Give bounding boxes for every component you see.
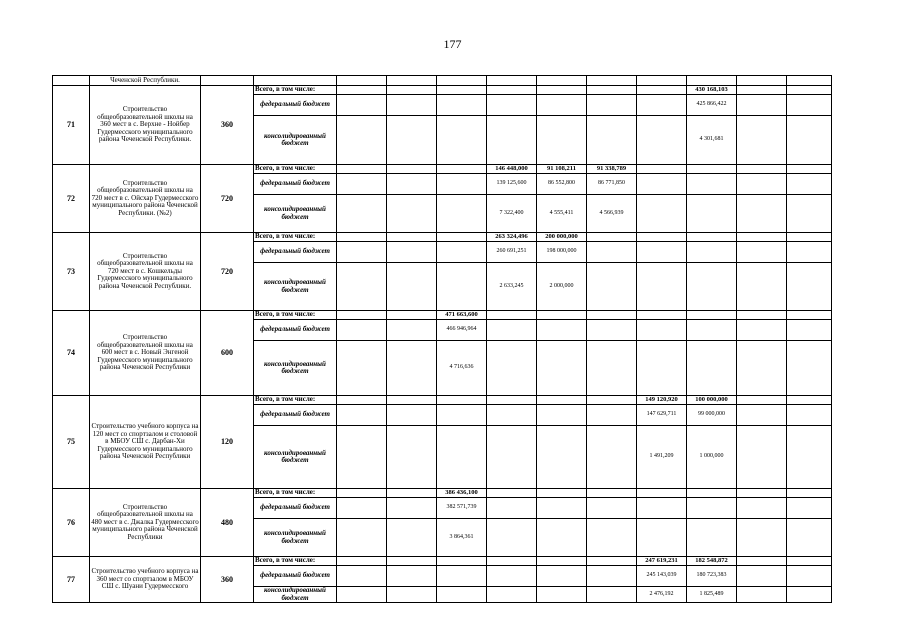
amount-cell: 466 946,964 <box>437 320 487 341</box>
empty-cell <box>387 311 437 320</box>
empty-cell <box>387 405 437 426</box>
row-number: 77 <box>53 557 90 603</box>
empty-cell <box>487 519 537 557</box>
empty-cell <box>787 489 832 498</box>
empty-cell <box>487 489 537 498</box>
empty-cell <box>687 311 737 320</box>
empty-cell <box>737 489 787 498</box>
empty-cell <box>787 498 832 519</box>
empty-cell <box>437 557 487 566</box>
amount-cell: 4 716,636 <box>437 341 487 396</box>
empty-cell <box>637 311 687 320</box>
funding-label-total: Всего, в том числе: <box>254 489 337 498</box>
empty-cell <box>337 86 387 95</box>
empty-cell <box>687 489 737 498</box>
empty-cell <box>537 426 587 489</box>
amount-cell: 139 125,600 <box>487 174 537 195</box>
empty-cell <box>687 195 737 233</box>
empty-cell <box>387 489 437 498</box>
empty-cell <box>787 174 832 195</box>
empty-cell <box>337 195 387 233</box>
empty-cell <box>387 396 437 405</box>
funding-label-federal: федеральный бюджет <box>254 320 337 341</box>
empty-cell <box>787 519 832 557</box>
empty-cell <box>387 557 437 566</box>
empty-cell <box>387 174 437 195</box>
empty-cell <box>687 519 737 557</box>
empty-cell <box>537 566 587 587</box>
empty-cell <box>437 165 487 174</box>
capacity: 120 <box>201 396 254 489</box>
empty-cell <box>437 396 487 405</box>
empty-cell <box>337 263 387 311</box>
empty-cell <box>587 519 637 557</box>
empty-cell <box>587 320 637 341</box>
empty-cell <box>387 320 437 341</box>
empty-cell <box>337 341 387 396</box>
amount-cell: 86 771,850 <box>587 174 637 195</box>
amount-cell: 2 476,192 <box>637 587 687 603</box>
empty-cell <box>337 116 387 165</box>
amount-cell: 3 864,361 <box>437 519 487 557</box>
empty-cell <box>437 174 487 195</box>
funding-label-total: Всего, в том числе: <box>254 233 337 242</box>
empty-cell <box>587 233 637 242</box>
empty-cell <box>787 426 832 489</box>
funding-label-consolidated: консолидированный бюджет <box>254 195 337 233</box>
empty-cell <box>537 320 587 341</box>
empty-cell <box>637 341 687 396</box>
empty-cell <box>637 519 687 557</box>
capacity: 480 <box>201 489 254 557</box>
empty-cell <box>337 426 387 489</box>
empty-cell <box>587 498 637 519</box>
empty-cell <box>337 405 387 426</box>
row-number: 73 <box>53 233 90 311</box>
amount-cell: 146 448,000 <box>487 165 537 174</box>
amount-cell: 260 691,251 <box>487 242 537 263</box>
funding-label-total: Всего, в том числе: <box>254 557 337 566</box>
funding-label-total: Всего, в том числе: <box>254 165 337 174</box>
empty-cell <box>737 519 787 557</box>
empty-cell <box>787 86 832 95</box>
empty-cell <box>487 405 537 426</box>
funding-label-consolidated: консолидированный бюджет <box>254 587 337 603</box>
empty-cell <box>437 405 487 426</box>
amount-cell: 382 571,739 <box>437 498 487 519</box>
funding-label-total: Всего, в том числе: <box>254 311 337 320</box>
empty-cell <box>787 341 832 396</box>
funding-label-total: Всего, в том числе: <box>254 396 337 405</box>
empty-cell <box>737 165 787 174</box>
empty-cell <box>587 242 637 263</box>
table-row <box>53 489 832 498</box>
empty-cell <box>637 489 687 498</box>
empty-cell <box>687 242 737 263</box>
empty-cell <box>487 557 537 566</box>
empty-cell <box>537 587 587 603</box>
amount-cell: 100 000,000 <box>687 396 737 405</box>
empty-cell <box>337 489 387 498</box>
empty-cell <box>537 557 587 566</box>
funding-label-federal: федеральный бюджет <box>254 174 337 195</box>
empty-cell <box>787 242 832 263</box>
empty-cell <box>587 311 637 320</box>
project-name: Строительство общеобразовательной школы на 600 мест в с. Новый Энгеной Гудермесского муниципального района Чеченской Республики <box>90 311 201 396</box>
empty-cell <box>737 587 787 603</box>
empty-cell <box>487 341 537 396</box>
empty-cell <box>387 95 437 116</box>
empty-cell <box>737 174 787 195</box>
capacity: 720 <box>201 165 254 233</box>
project-name: Строительство учебного корпуса на 120 мест со спортзалом и столовой в МБОУ СШ с. Дарбан-Хи Гудермесского муниципального района Чеченской Республики <box>90 396 201 489</box>
empty-cell <box>387 426 437 489</box>
amount-cell: 1 491,209 <box>637 426 687 489</box>
empty-cell <box>437 86 487 95</box>
empty-cell <box>637 165 687 174</box>
empty-cell <box>787 233 832 242</box>
empty-cell <box>587 396 637 405</box>
empty-cell <box>337 498 387 519</box>
amount-cell: 198 000,000 <box>537 242 587 263</box>
empty-cell <box>437 587 487 603</box>
empty-cell <box>637 320 687 341</box>
capacity: 360 <box>201 86 254 165</box>
empty-cell <box>437 116 487 165</box>
empty-cell <box>737 311 787 320</box>
empty-cell <box>387 341 437 396</box>
amount-cell: 86 552,800 <box>537 174 587 195</box>
table-row <box>53 311 832 320</box>
empty-cell <box>637 242 687 263</box>
funding-label-consolidated: консолидированный бюджет <box>254 426 337 489</box>
empty-cell <box>587 95 637 116</box>
empty-cell <box>387 566 437 587</box>
empty-cell <box>737 341 787 396</box>
empty-cell <box>587 489 637 498</box>
empty-cell <box>537 311 587 320</box>
empty-cell <box>587 263 637 311</box>
amount-cell: 147 629,711 <box>637 405 687 426</box>
table-row <box>53 165 832 174</box>
empty-cell <box>537 405 587 426</box>
page-number: 177 <box>443 37 462 51</box>
empty-cell <box>337 396 387 405</box>
empty-cell <box>487 498 537 519</box>
empty-cell <box>637 498 687 519</box>
empty-cell <box>637 263 687 311</box>
empty-cell <box>437 95 487 116</box>
amount-cell: 4 555,411 <box>537 195 587 233</box>
empty-cell <box>687 174 737 195</box>
empty-cell <box>637 86 687 95</box>
project-name: Строительство общеобразовательной школы на 480 мест в с. Джалка Гудермесского муниципального района Чеченской Республики <box>90 489 201 557</box>
empty-cell <box>787 263 832 311</box>
empty-cell <box>587 557 637 566</box>
empty-cell <box>537 86 587 95</box>
amount-cell: 430 168,103 <box>687 86 737 95</box>
amount-cell: 1 000,000 <box>687 426 737 489</box>
empty-cell <box>437 195 487 233</box>
empty-cell <box>487 396 537 405</box>
empty-cell <box>787 195 832 233</box>
funding-label-federal: федеральный бюджет <box>254 242 337 263</box>
empty-cell <box>537 341 587 396</box>
empty-cell <box>337 519 387 557</box>
capacity: 600 <box>201 311 254 396</box>
empty-cell <box>337 95 387 116</box>
empty-cell <box>787 566 832 587</box>
empty-cell <box>787 405 832 426</box>
empty-cell <box>437 263 487 311</box>
empty-cell <box>537 95 587 116</box>
amount-cell: 4 301,681 <box>687 116 737 165</box>
empty-cell <box>737 263 787 311</box>
empty-cell <box>737 195 787 233</box>
empty-cell <box>637 195 687 233</box>
table-row <box>53 557 832 566</box>
empty-cell <box>487 311 537 320</box>
empty-cell <box>387 519 437 557</box>
empty-cell <box>537 116 587 165</box>
empty-cell <box>637 233 687 242</box>
project-name: Строительство учебного корпуса на 360 мест со спортзалом в МБОУ СШ с. Шуани Гудермесского <box>90 557 201 603</box>
empty-cell <box>537 498 587 519</box>
empty-cell <box>487 116 537 165</box>
table-row <box>53 86 832 95</box>
empty-cell <box>587 86 637 95</box>
empty-cell <box>487 95 537 116</box>
empty-cell <box>787 311 832 320</box>
empty-cell <box>737 242 787 263</box>
empty-cell <box>437 242 487 263</box>
funding-label-consolidated: консолидированный бюджет <box>254 341 337 396</box>
funding-label-federal: федеральный бюджет <box>254 498 337 519</box>
empty-cell <box>637 116 687 165</box>
empty-cell <box>387 86 437 95</box>
empty-cell <box>687 233 737 242</box>
empty-cell <box>387 165 437 174</box>
empty-cell <box>487 426 537 489</box>
capacity: 360 <box>201 557 254 603</box>
amount-cell: 180 723,383 <box>687 566 737 587</box>
row-number: 74 <box>53 311 90 396</box>
empty-cell <box>337 233 387 242</box>
empty-cell <box>587 116 637 165</box>
empty-cell <box>787 320 832 341</box>
empty-cell <box>787 116 832 165</box>
empty-cell <box>687 341 737 396</box>
empty-cell <box>637 174 687 195</box>
project-name: Строительство общеобразовательной школы на 720 мест в с. Кошкельды Гудермесского муниципального района Чеченской Республики. <box>90 233 201 311</box>
amount-cell: 200 000,000 <box>537 233 587 242</box>
amount-cell: 245 143,039 <box>637 566 687 587</box>
empty-cell <box>737 396 787 405</box>
empty-cell <box>787 587 832 603</box>
amount-cell: 149 120,920 <box>637 396 687 405</box>
empty-cell <box>337 242 387 263</box>
empty-cell <box>587 341 637 396</box>
empty-cell <box>587 587 637 603</box>
empty-cell <box>337 566 387 587</box>
empty-cell <box>487 320 537 341</box>
empty-cell <box>387 263 437 311</box>
amount-cell: 2 633,245 <box>487 263 537 311</box>
empty-cell <box>687 165 737 174</box>
empty-cell <box>537 489 587 498</box>
empty-cell <box>587 405 637 426</box>
amount-cell: 7 322,400 <box>487 195 537 233</box>
empty-cell <box>437 566 487 587</box>
empty-cell <box>337 557 387 566</box>
amount-cell: 4 566,939 <box>587 195 637 233</box>
amount-cell: 99 000,000 <box>687 405 737 426</box>
funding-label-total: Всего, в том числе: <box>254 86 337 95</box>
empty-cell <box>737 566 787 587</box>
empty-cell <box>787 165 832 174</box>
empty-cell <box>687 320 737 341</box>
amount-cell: 471 663,600 <box>437 311 487 320</box>
amount-cell: 247 619,231 <box>637 557 687 566</box>
empty-cell <box>737 405 787 426</box>
funding-label-consolidated: консолидированный бюджет <box>254 116 337 165</box>
empty-cell <box>537 396 587 405</box>
row-number: 72 <box>53 165 90 233</box>
project-name: Строительство общеобразовательной школы на 360 мест в с. Верхне - Нойбер Гудермесского муниципального района Чеченской Республики. <box>90 86 201 165</box>
empty-cell <box>337 587 387 603</box>
empty-cell <box>737 233 787 242</box>
empty-cell <box>337 174 387 195</box>
amount-cell: 263 324,496 <box>487 233 537 242</box>
empty-cell <box>337 320 387 341</box>
project-name: Строительство общеобразовательной школы на 720 мест в с. Ойсхар Гудермесского муниципального района Чеченской Республики. (№2) <box>90 165 201 233</box>
row-number: 75 <box>53 396 90 489</box>
budget-table <box>52 75 832 603</box>
empty-cell <box>387 233 437 242</box>
funding-label-federal: федеральный бюджет <box>254 95 337 116</box>
empty-cell <box>437 426 487 489</box>
empty-cell <box>787 95 832 116</box>
empty-cell <box>387 587 437 603</box>
amount-cell: 386 436,100 <box>437 489 487 498</box>
empty-cell <box>387 195 437 233</box>
row-number: 71 <box>53 86 90 165</box>
empty-cell <box>587 566 637 587</box>
empty-cell <box>737 498 787 519</box>
funding-label-consolidated: консолидированный бюджет <box>254 519 337 557</box>
amount-cell: 182 548,872 <box>687 557 737 566</box>
empty-cell <box>737 116 787 165</box>
amount-cell: 2 000,000 <box>537 263 587 311</box>
table-row <box>53 396 832 405</box>
amount-cell: 425 866,422 <box>687 95 737 116</box>
empty-cell <box>487 587 537 603</box>
empty-cell <box>387 498 437 519</box>
table-row <box>53 233 832 242</box>
empty-cell <box>737 320 787 341</box>
empty-cell <box>787 396 832 405</box>
empty-cell <box>637 95 687 116</box>
amount-cell: 91 338,789 <box>587 165 637 174</box>
empty-cell <box>537 519 587 557</box>
funding-label-consolidated: консолидированный бюджет <box>254 263 337 311</box>
continuation-row <box>53 76 832 86</box>
empty-cell <box>587 426 637 489</box>
capacity: 720 <box>201 233 254 311</box>
funding-label-federal: федеральный бюджет <box>254 405 337 426</box>
continuation-text: Чеченской Республики. <box>90 76 201 86</box>
empty-cell <box>687 263 737 311</box>
amount-cell: 1 825,489 <box>687 587 737 603</box>
empty-cell <box>737 557 787 566</box>
funding-label-federal: федеральный бюджет <box>254 566 337 587</box>
empty-cell <box>687 498 737 519</box>
empty-cell <box>787 557 832 566</box>
empty-cell <box>387 116 437 165</box>
empty-cell <box>737 426 787 489</box>
empty-cell <box>337 165 387 174</box>
empty-cell <box>387 242 437 263</box>
empty-cell <box>437 233 487 242</box>
empty-cell <box>487 86 537 95</box>
amount-cell: 91 108,211 <box>537 165 587 174</box>
empty-cell <box>487 566 537 587</box>
empty-cell <box>337 311 387 320</box>
row-number: 76 <box>53 489 90 557</box>
empty-cell <box>737 95 787 116</box>
empty-cell <box>737 86 787 95</box>
